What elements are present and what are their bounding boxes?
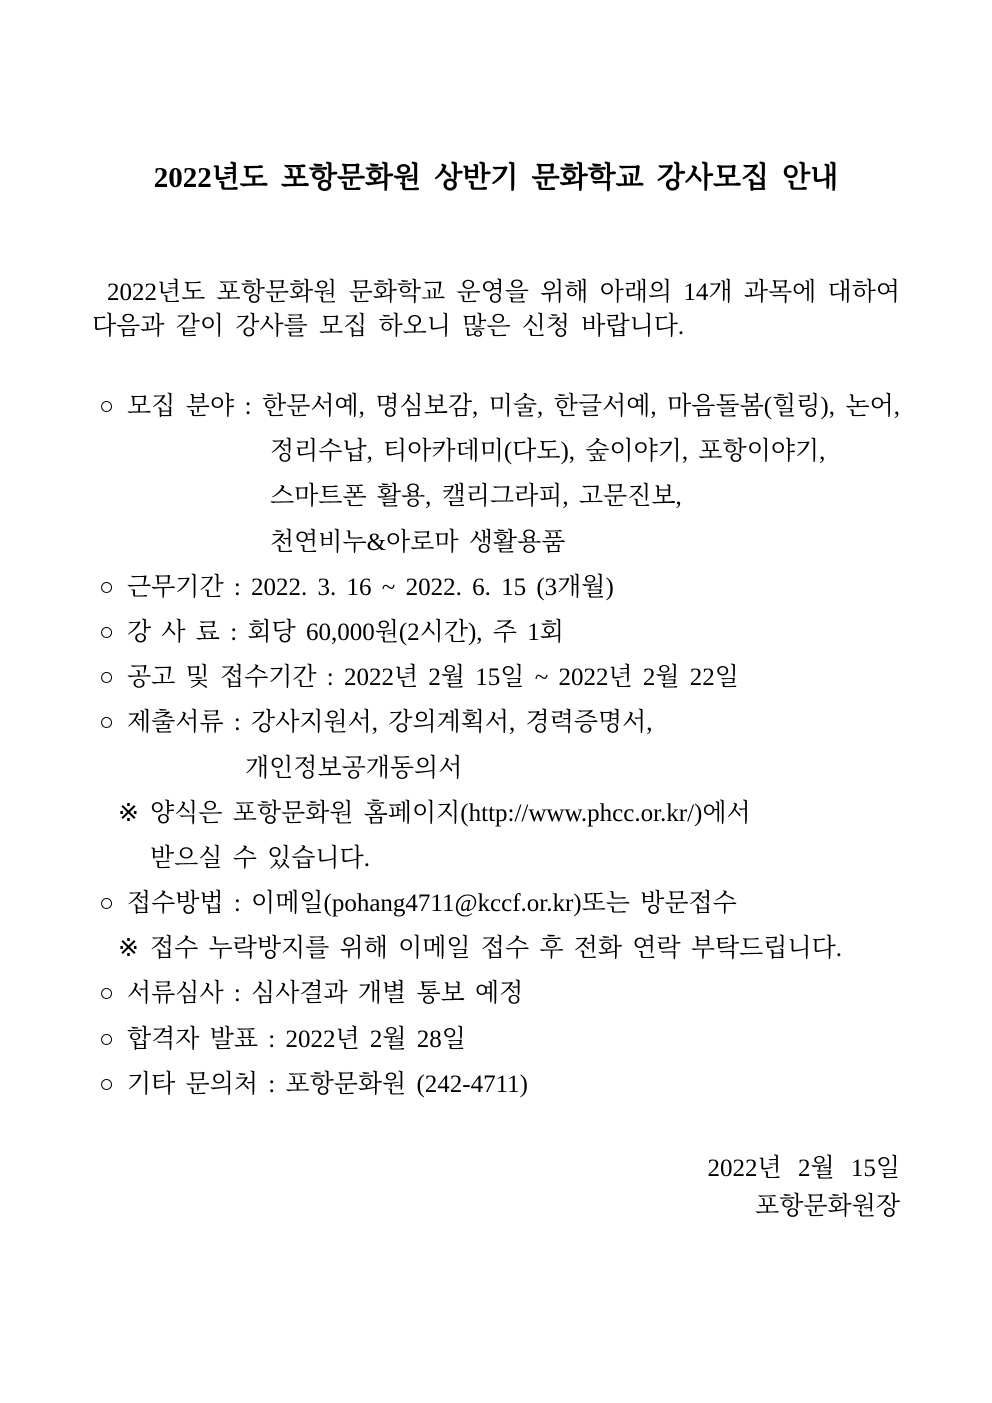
footer-signature: 포항문화원장	[755, 1192, 900, 1220]
line-text: 정리수납, 티아카데미(다도), 숲이야기, 포항이야기,	[270, 438, 826, 466]
list-item-continuation	[92, 836, 900, 881]
line-text: 개인정보공개동의서	[245, 754, 463, 782]
bullet-circle-icon: ○	[99, 1070, 115, 1098]
document-title: 2022년도 포항문화원 상반기 문화학교 강사모집 안내	[153, 162, 839, 194]
line-text: 받으실 수 있습니다.	[150, 844, 370, 872]
bullet-circle-icon: ○	[99, 573, 115, 601]
reference-mark-icon: ※	[118, 935, 139, 963]
bullet-circle-icon: ○	[99, 890, 115, 918]
list-item	[92, 971, 900, 1016]
line-text: 양식은 포항문화원 홈페이지(http://www.phcc.or.kr/)에서	[150, 799, 751, 827]
list-item-continuation	[92, 429, 900, 474]
line-text: 천연비누&아로마 생활용품	[270, 528, 566, 556]
reference-mark-icon: ※	[118, 799, 139, 827]
list-item	[92, 565, 900, 610]
list-item	[92, 384, 900, 429]
line-text: 모집 분야 : 한문서예, 명심보감, 미술, 한글서예, 마음돌봄(힐링), 논어,	[127, 393, 900, 420]
list-item	[92, 610, 900, 655]
list-item-note	[92, 926, 900, 971]
list-item	[92, 1017, 900, 1062]
line-text: 제출서류 : 강사지원서, 강의계획서, 경력증명서,	[127, 709, 653, 737]
list-item	[92, 1062, 900, 1107]
list-item-note	[92, 791, 900, 836]
line-text: 기타 문의처 : 포항문화원 (242-4711)	[127, 1070, 528, 1098]
intro-line: 2022년도 포항문화원 문화학교 운영을 위해 아래의 14개 과목에 대하여	[107, 279, 900, 306]
bullet-circle-icon: ○	[99, 709, 115, 737]
notice-list	[92, 384, 900, 1107]
line-text: 서류심사 : 심사결과 개별 통보 예정	[127, 980, 524, 1008]
bullet-circle-icon: ○	[99, 980, 115, 1008]
intro-paragraph	[92, 276, 900, 344]
list-item-continuation	[92, 746, 900, 791]
list-item	[92, 881, 900, 926]
bullet-circle-icon: ○	[99, 664, 115, 692]
line-text: 공고 및 접수기간 : 2022년 2월 15일 ~ 2022년 2월 22일	[127, 664, 739, 692]
list-item	[92, 700, 900, 745]
list-item-continuation	[92, 474, 900, 519]
line-text: 강 사 료 : 회당 60,000원(2시간), 주 1회	[127, 618, 564, 646]
line-text: 스마트폰 활용, 캘리그라피, 고문진보,	[270, 483, 682, 511]
bullet-circle-icon: ○	[99, 618, 115, 646]
footer	[92, 1150, 900, 1225]
list-item	[92, 655, 900, 700]
line-text: 접수방법 : 이메일(pohang4711@kccf.or.kr)또는 방문접수	[127, 890, 737, 918]
bullet-circle-icon: ○	[99, 393, 115, 420]
intro-line: 다음과 같이 강사를 모집 하오니 많은 신청 바랍니다.	[92, 313, 685, 340]
list-item-continuation	[92, 520, 900, 565]
footer-date: 2022년 2월 15일	[707, 1155, 900, 1182]
line-text: 합격자 발표 : 2022년 2월 28일	[127, 1025, 466, 1053]
bullet-circle-icon: ○	[99, 1025, 115, 1053]
line-text: 접수 누락방지를 위해 이메일 접수 후 전화 연락 부탁드립니다.	[150, 935, 843, 963]
line-text: 근무기간 : 2022. 3. 16 ~ 2022. 6. 15 (3개월)	[127, 573, 614, 601]
